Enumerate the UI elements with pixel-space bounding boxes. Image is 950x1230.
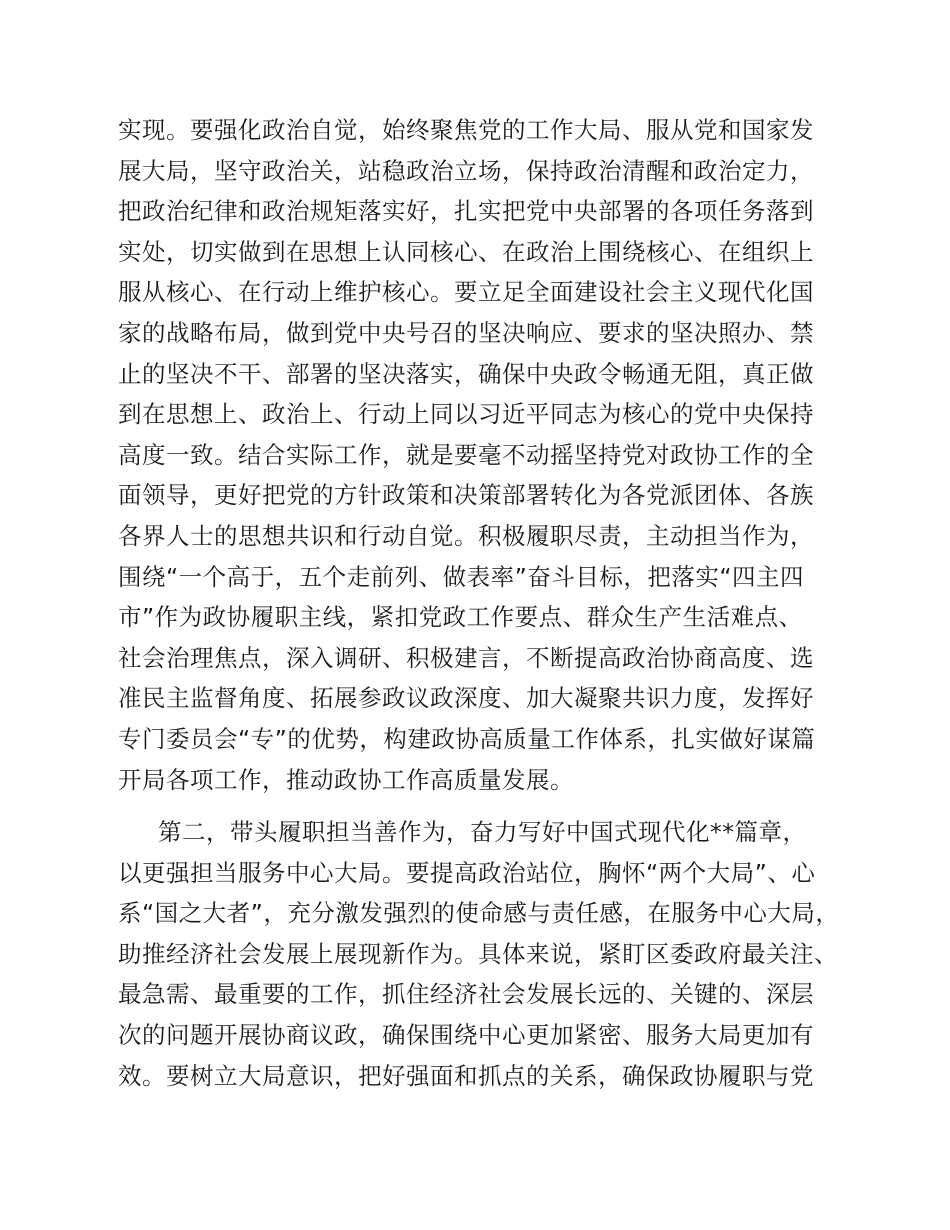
text-line: 准民主监督角度、拓展参政议政深度、加大凝聚共识力度，发挥好 <box>118 684 814 713</box>
text-line: 止的坚决不干、部署的坚决落实，确保中央政令畅通无阻，真正做 <box>118 359 814 388</box>
text-line: 系“国之大者”，充分激发强烈的使命感与责任感，在服务中心大局， <box>118 899 840 928</box>
paragraph-1 <box>118 110 858 800</box>
text-line: 到在思想上、政治上、行动上同以习近平同志为核心的党中央保持 <box>118 400 814 429</box>
text-line: 社会治理焦点，深入调研、积极建言，不断提高政治协商高度、选 <box>118 643 814 672</box>
text-line: 最急需、最重要的工作，抓住经济社会发展长远的、关键的、深层 <box>118 980 814 1009</box>
text-line: 展大局，坚守政治关，站稳政治立场，保持政治清醒和政治定力， <box>118 156 814 185</box>
text-line: 各界人士的思想共识和行动自觉。积极履职尽责，主动担当作为， <box>118 521 814 550</box>
text-line: 实现。要强化政治自觉，始终聚焦党的工作大局、服从党和国家发 <box>118 116 814 144</box>
text-line: 效。要树立大局意识，把好强面和抓点的关系，确保政协履职与党 <box>118 1061 814 1090</box>
text-line: 围绕“一个高于，五个走前列、做表率”奋斗目标，把落实“四主四 <box>118 562 805 591</box>
text-line: 家的战略布局，做到党中央号召的坚决响应、要求的坚决照办、禁 <box>118 318 814 347</box>
text-line: 以更强担当服务中心大局。要提高政治站位，胸怀“两个大局”、心 <box>118 858 816 887</box>
paragraph-2 <box>118 812 858 1096</box>
text-line: 服从核心、在行动上维护核心。要立足全面建设社会主义现代化国 <box>118 278 814 307</box>
text-line: 实处，切实做到在思想上认同核心、在政治上围绕核心、在组织上 <box>118 237 814 266</box>
text-line: 专门委员会“专”的优势，构建政协高质量工作体系，扎实做好谋篇 <box>118 724 816 753</box>
text-line: 助推经济社会发展上展现新作为。具体来说，紧盯区委政府最关注、 <box>118 939 838 968</box>
text-line: 开局各项工作，推动政协工作高质量发展。 <box>118 765 574 794</box>
text-line: 次的问题开展协商议政，确保围绕中心更加紧密、服务大局更加有 <box>118 1020 814 1049</box>
text-line: 市”作为政协履职主线，紧扣党政工作要点、群众生产生活难点、 <box>118 603 803 632</box>
text-line: 面领导，更好把党的方针政策和决策部署转化为各党派团体、各族 <box>118 481 814 510</box>
text-line: 第二，带头履职担当善作为，奋力写好中国式现代化**篇章， <box>158 818 807 846</box>
text-line: 把政治纪律和政治规矩落实好，扎实把党中央部署的各项任务落到 <box>118 197 814 226</box>
text-line: 高度一致。结合实际工作，就是要毫不动摇坚持党对政协工作的全 <box>118 440 814 469</box>
